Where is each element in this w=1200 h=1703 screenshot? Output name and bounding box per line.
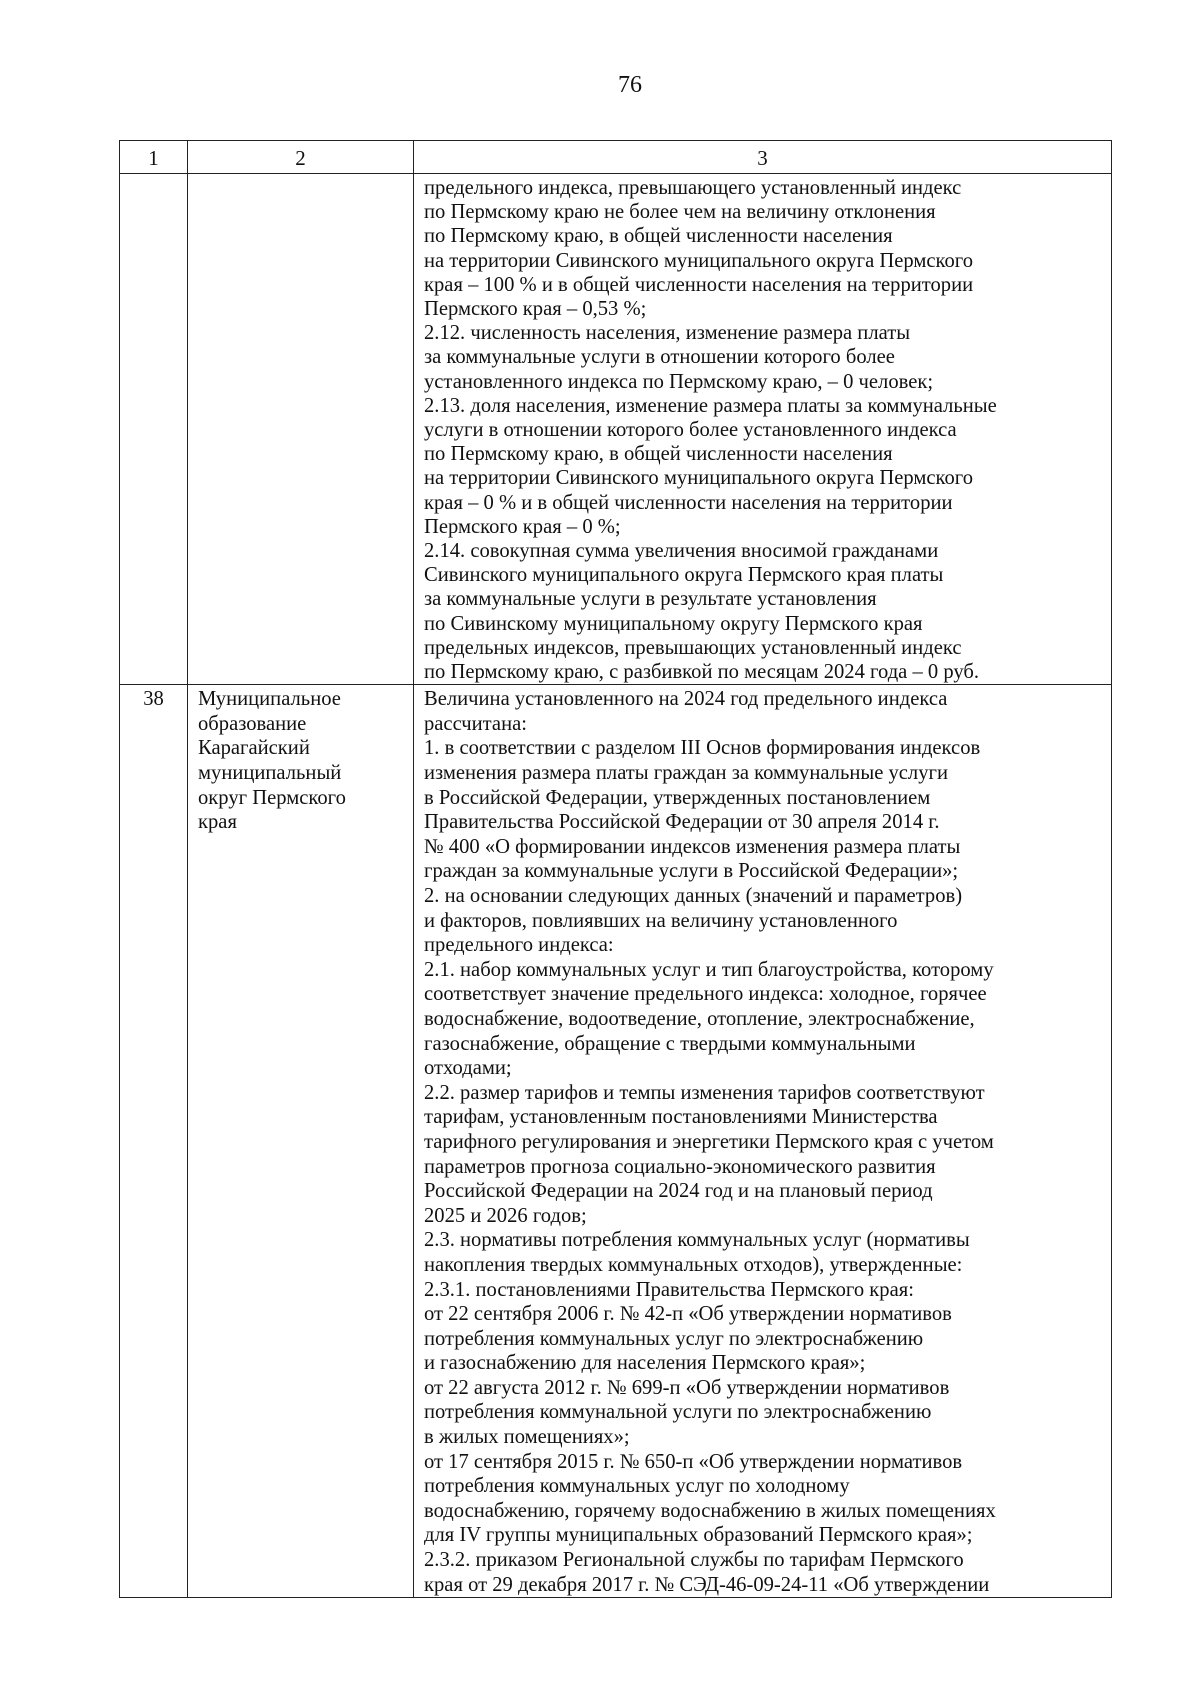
text-line: по Сивинскому муниципальному округу Пермского края xyxy=(424,612,923,635)
text-line: тарифам, установленным постановлениями Министерства xyxy=(424,1106,938,1129)
text-line: для IV группы муниципальных образований Пермского края»; xyxy=(424,1524,973,1547)
text-line: рассчитана: xyxy=(424,712,527,735)
text-line: от 22 сентября 2006 г. № 42-п «Об утверждении нормативов xyxy=(424,1303,952,1326)
text-line: и газоснабжению для населения Пермского края»; xyxy=(424,1352,866,1375)
text-line: услуги в отношении которого более установленного индекса xyxy=(424,419,957,442)
text-line: потребления коммунальной услуги по электроснабжению xyxy=(424,1401,932,1424)
text-line: установленного индекса по Пермскому краю, – 0 человек; xyxy=(424,370,934,393)
text-line: 2.12. численность населения, изменение размера платы xyxy=(424,322,911,345)
text-line: за коммунальные услуги в результате установления xyxy=(424,588,877,611)
municipality-name-cell xyxy=(188,174,414,685)
text-line: предельного индекса, превышающего установленный индекс xyxy=(424,177,962,199)
text-line: по Пермскому краю, с разбивкой по месяцам 2024 года – 0 руб. xyxy=(424,661,980,684)
text-line: Пермского края – 0 %; xyxy=(424,515,621,538)
page-number: 76 xyxy=(618,72,642,98)
table-row xyxy=(120,174,1112,685)
header-cell-1: 1 xyxy=(120,141,188,174)
text-line: отходами; xyxy=(424,1057,512,1080)
text-line: края – 0 % и в общей численности населения на территории xyxy=(424,491,953,514)
text-line: тарифного регулирования и энергетики Пермского края с учетом xyxy=(424,1130,994,1153)
text-line: в жилых помещениях»; xyxy=(424,1426,630,1449)
text-line: изменения размера платы граждан за коммунальные услуги xyxy=(424,762,948,785)
text-line: по Пермскому краю не более чем на величину отклонения xyxy=(424,201,936,224)
header-cell-2: 2 xyxy=(188,141,414,174)
text-line: газоснабжение, обращение с твердыми коммунальными xyxy=(424,1032,916,1055)
document-table xyxy=(119,140,1112,1598)
text-line: 2.3.2. приказом Региональной службы по тарифам Пермского xyxy=(424,1549,964,1572)
text-line: предельных индексов, превышающих установленный индекс xyxy=(424,636,962,659)
text-line: 2.14. совокупная сумма увеличения вносимой гражданами xyxy=(424,540,939,563)
text-line: накопления твердых коммунальных отходов), утвержденные: xyxy=(424,1253,963,1276)
text-line: 2025 и 2026 годов; xyxy=(424,1204,587,1227)
text-line: 2. на основании следующих данных (значений и параметров) xyxy=(424,885,963,908)
description-cell xyxy=(414,685,1112,1598)
text-line: от 17 сентября 2015 г. № 650-п «Об утверждении нормативов xyxy=(424,1450,963,1473)
name-line: муниципальный xyxy=(198,762,342,785)
text-line: от 22 августа 2012 г. № 699-п «Об утверждении нормативов xyxy=(424,1376,950,1399)
text-line: Сивинского муниципального округа Пермского края платы xyxy=(424,564,944,587)
name-line: Муниципальное xyxy=(198,688,341,711)
text-line: предельного индекса: xyxy=(424,934,614,957)
text-line: водоснабжение, водоотведение, отопление, электроснабжение, xyxy=(424,1007,975,1030)
text-line: 2.2. размер тарифов и темпы изменения тарифов соответствуют xyxy=(424,1081,985,1104)
text-line: за коммунальные услуги в отношении которого более xyxy=(424,346,895,369)
text-line: на территории Сивинского муниципального округа Пермского xyxy=(424,467,974,490)
text-line: 2.3.1. постановлениями Правительства Пермского края: xyxy=(424,1278,914,1301)
text-line: 2.3. нормативы потребления коммунальных услуг (нормативы xyxy=(424,1229,970,1252)
text-line: Величина установленного на 2024 год предельного индекса xyxy=(424,688,948,711)
text-line: № 400 «О формировании индексов изменения размера платы xyxy=(424,835,961,858)
header-cell-3: 3 xyxy=(414,141,1112,174)
row-number-cell xyxy=(120,174,188,685)
text-line: потребления коммунальных услуг по электроснабжению xyxy=(424,1327,924,1350)
text-line: и факторов, повлиявших на величину установленного xyxy=(424,909,898,932)
text-line: Правительства Российской Федерации от 30 апреля 2014 г. xyxy=(424,811,940,834)
text-line: параметров прогноза социально-экономического развития xyxy=(424,1155,936,1178)
municipality-name-cell xyxy=(188,685,414,1598)
text-line: 1. в соответствии с разделом III Основ формирования индексов xyxy=(424,737,981,760)
row-number-cell: 38 xyxy=(120,685,188,1598)
name-line: края xyxy=(198,811,237,834)
name-line: округ Пермского xyxy=(198,786,346,809)
text-line: водоснабжению, горячему водоснабжению в жилых помещениях xyxy=(424,1499,996,1522)
name-line: образование xyxy=(198,712,307,735)
text-line: края от 29 декабря 2017 г. № СЭД-46-09-24-11 «Об утверждении xyxy=(424,1573,990,1596)
text-line: Пермского края – 0,53 %; xyxy=(424,298,647,321)
table-header-row xyxy=(120,141,1112,174)
text-line: граждан за коммунальные услуги в Российской Федерации»; xyxy=(424,860,959,883)
table-row xyxy=(120,685,1112,1598)
text-line: соответствует значение предельного индекса: холодное, горячее xyxy=(424,983,987,1006)
text-line: Российской Федерации на 2024 год и на плановый период xyxy=(424,1180,933,1203)
description-cell xyxy=(414,174,1112,685)
text-line: 2.13. доля населения, изменение размера платы за коммунальные xyxy=(424,394,997,417)
text-line: в Российской Федерации, утвержденных постановлением xyxy=(424,786,931,809)
text-line: на территории Сивинского муниципального округа Пермского xyxy=(424,249,974,272)
text-line: по Пермскому краю, в общей численности населения xyxy=(424,443,893,466)
text-line: 2.1. набор коммунальных услуг и тип благоустройства, которому xyxy=(424,958,994,981)
text-line: края – 100 % и в общей численности населения на территории xyxy=(424,273,974,296)
text-line: потребления коммунальных услуг по холодному xyxy=(424,1475,850,1498)
name-line: Карагайский xyxy=(198,737,310,760)
text-line: по Пермскому краю, в общей численности населения xyxy=(424,225,893,248)
